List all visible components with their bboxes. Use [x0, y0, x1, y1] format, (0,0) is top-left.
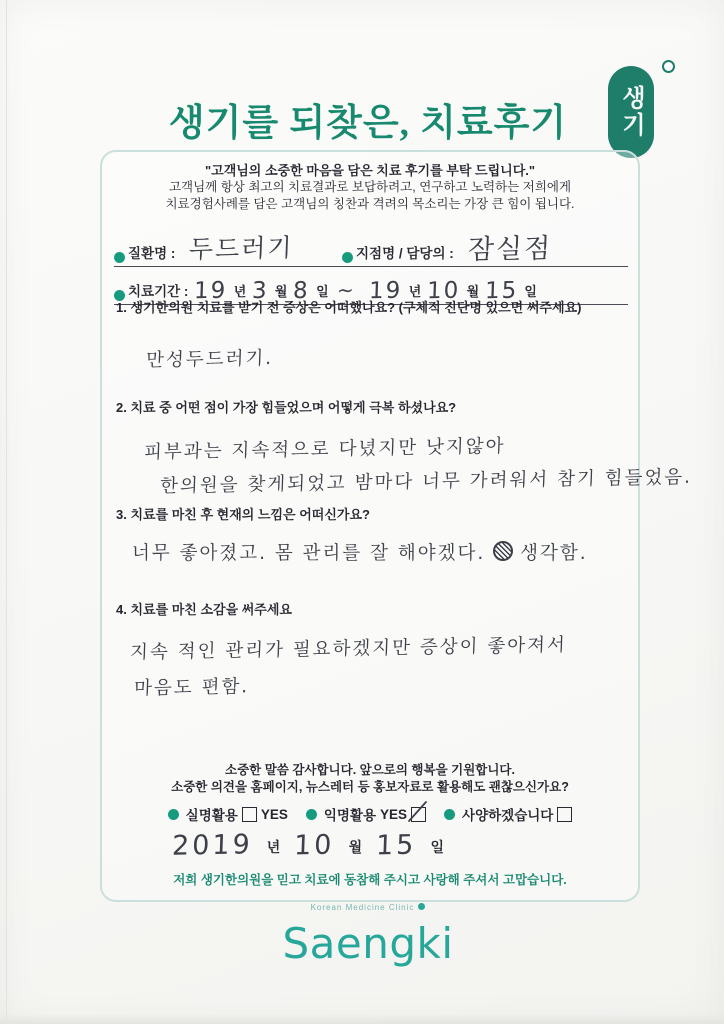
bullet-icon — [342, 252, 353, 263]
bullet-icon — [114, 252, 125, 263]
question-2-answer-line-1: 피부과는 지속적으로 다녔지만 낫지않아 — [143, 435, 506, 464]
question-1-answer: 만성두드러기. — [145, 347, 274, 372]
question-2-answer-line-2: 한의원을 찾게되었고 밤마다 너무 가려워서 참기 힘들었음. — [159, 466, 693, 498]
period-start-year: 19 — [193, 277, 229, 305]
period-unit-day: 일 — [316, 284, 329, 299]
intro-line-2: 고객님께 항상 최고의 치료결과로 보답하려고, 연구하고 노력하는 저희에게 — [168, 180, 572, 194]
question-3-label: 3. 치료를 마친 후 현재의 느낌은 어떠신가요? — [116, 507, 370, 522]
bullet-icon — [444, 809, 455, 820]
signature-date-row — [172, 830, 572, 861]
handwritten-check-icon — [407, 799, 429, 823]
branch-doctor-value: 잠실점 — [467, 233, 553, 266]
question-1 — [116, 297, 624, 372]
logo-tagline: Korean Medicine Clinic — [310, 903, 415, 912]
anonymous-checkbox-checked — [411, 807, 426, 822]
treatment-period-label: 치료기간 : — [128, 284, 189, 299]
question-1-label: 1. 생기한의원 치료를 받기 전 증상은 어떠했나요? (구체적 진단명 있으면 써주세요) — [116, 300, 582, 315]
saengki-logo — [100, 903, 636, 968]
period-start-month: 3 — [251, 277, 270, 305]
date-day-value: 15 — [375, 829, 418, 862]
saengki-seal-icon — [608, 66, 654, 158]
question-4-answer-line-2: 마음도 편함. — [133, 676, 250, 700]
logo-dot-icon — [418, 903, 425, 910]
consent-option-label: 사양하겠습니다 — [462, 808, 554, 823]
question-3 — [116, 504, 624, 569]
intro-line-1: "고객님의 소중한 마음을 담은 치료 후기를 부탁 드립니다." — [204, 163, 536, 178]
page-title: 생기를 되찾은, 치료후기 — [168, 103, 568, 144]
date-year-unit: 년 — [266, 839, 281, 855]
field-row-disease-branch — [114, 228, 628, 267]
question-4-answer-line-1: 지속 적인 관리가 필요하겠지만 증상이 좋아져서 — [129, 634, 568, 664]
yes-label: YES — [380, 806, 408, 822]
question-3-answer-part-1: 너무 좋아졌고. 몸 관리를 잘 해야겠다. — [132, 543, 486, 564]
period-end-month: 10 — [426, 277, 462, 305]
consent-option-label: 실명활용 — [185, 808, 238, 823]
question-2-label: 2. 치료 중 어떤 점이 가장 힘들었으며 어떻게 극복 하셨나요? — [116, 400, 457, 415]
disease-name-value: 두드러기 — [188, 233, 295, 264]
footer-thank-you-note: 저희 생기한의원을 믿고 치료에 동참해 주시고 사랑해 주셔서 고맙습니다. — [173, 873, 567, 887]
logo-wordmark: Saengki — [282, 919, 454, 968]
period-start-day: 8 — [293, 277, 311, 305]
yes-label: YES — [260, 806, 288, 822]
consent-option-anonymous — [306, 804, 426, 824]
period-unit-month: 월 — [274, 284, 288, 299]
scribble-doodle-icon — [493, 541, 513, 561]
intro-paragraph — [102, 162, 638, 213]
date-day-unit: 일 — [430, 839, 445, 855]
consent-option-decline — [444, 804, 572, 824]
question-4 — [116, 599, 624, 700]
consent-options-row — [102, 804, 638, 824]
scan-bottom-shadow — [0, 1014, 724, 1024]
period-unit-year: 년 — [408, 284, 422, 299]
question-4-label: 4. 치료를 마친 소감을 써주세요 — [116, 602, 292, 617]
consent-option-real-name — [168, 804, 288, 824]
real-name-checkbox — [242, 807, 257, 822]
thanks-paragraph — [102, 762, 638, 796]
period-tilde: ~ — [336, 277, 356, 303]
seal-text: 생기 — [617, 85, 645, 139]
bullet-icon — [168, 809, 179, 820]
period-unit-year: 년 — [233, 284, 247, 299]
seal-dot-icon — [662, 60, 675, 73]
intro-line-3: 치료경험사례를 담은 고객님의 칭찬과 격려의 목소리는 가장 큰 힘이 됩니다. — [165, 197, 575, 211]
branch-doctor-label: 지점명 / 담당의 : — [355, 246, 454, 261]
decline-checkbox — [557, 807, 572, 822]
bullet-icon — [306, 809, 317, 820]
period-end-day: 15 — [484, 277, 519, 305]
thanks-line-1: 소중한 말씀 감사합니다. 앞으로의 행복을 기원합니다. — [225, 763, 515, 777]
period-end-year: 19 — [368, 277, 404, 305]
consent-option-label: 익명활용 — [323, 808, 377, 823]
date-month-value: 10 — [293, 829, 336, 862]
date-year-value: 2019 — [171, 829, 254, 862]
thanks-line-2: 소중한 의견을 홈페이지, 뉴스레터 등 홍보자료로 활용해도 괜찮으신가요? — [171, 780, 569, 794]
review-form-box — [100, 150, 693, 902]
period-unit-month: 월 — [466, 284, 480, 299]
question-3-answer-part-2: 생각함. — [520, 543, 588, 564]
disease-name-label: 질환명 : — [128, 246, 176, 261]
question-2 — [116, 397, 693, 498]
date-month-unit: 월 — [348, 839, 363, 855]
paper-edge-shadow — [6, 0, 7, 1024]
period-unit-day: 일 — [524, 284, 537, 299]
